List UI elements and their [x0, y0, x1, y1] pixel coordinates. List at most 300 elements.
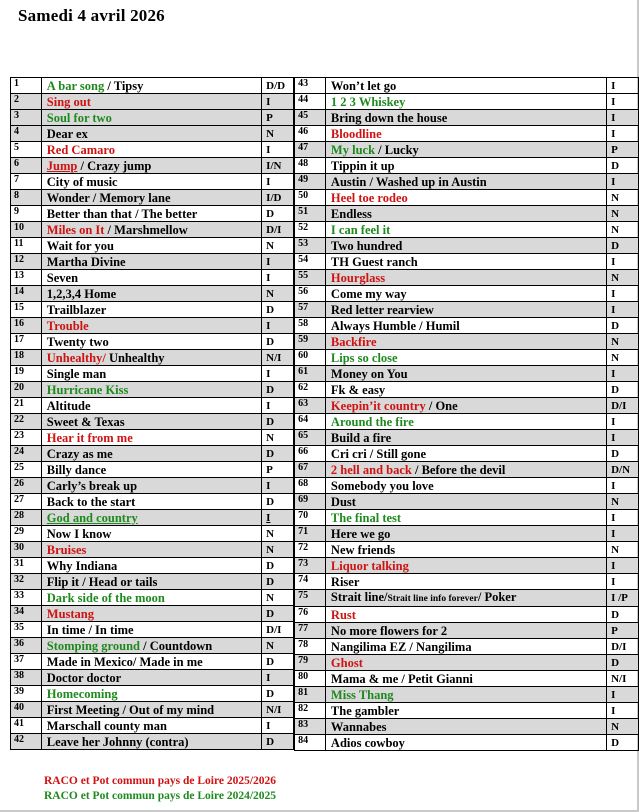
- table-row: [295, 623, 639, 639]
- dance-code-value: P: [611, 624, 618, 637]
- dance-code: [607, 655, 639, 671]
- row-number: 75: [295, 590, 326, 607]
- dance-code: [607, 238, 639, 254]
- song-title-part: A bar song: [46, 78, 105, 93]
- row-number: 16: [11, 318, 42, 334]
- song-title: [325, 78, 606, 94]
- table-row: [295, 655, 639, 671]
- song-title: [41, 286, 261, 302]
- dance-code: [262, 734, 294, 750]
- song-title-part: Bloodline: [330, 126, 382, 141]
- table-row: [295, 510, 639, 526]
- row-number: 35: [11, 622, 42, 638]
- dance-code-value: D: [266, 207, 275, 220]
- dance-code-value: I: [611, 79, 616, 92]
- song-title: [41, 462, 261, 478]
- table-row: [295, 286, 639, 302]
- row-number: 53: [295, 238, 326, 254]
- dance-code: [262, 590, 294, 606]
- song-title-part: Dark side of the moon: [46, 590, 165, 605]
- table-row: [11, 494, 294, 510]
- table-row: [295, 158, 639, 174]
- dance-code: [607, 78, 639, 94]
- song-title-part: First Meeting / Out of my mind: [46, 702, 215, 717]
- song-title: [325, 526, 606, 542]
- dance-code-value: I: [266, 255, 271, 268]
- song-title: [41, 542, 261, 558]
- song-title: [325, 158, 606, 174]
- song-title-part: Backfire: [330, 334, 377, 349]
- dance-code: [607, 350, 639, 366]
- dance-code-value: I: [611, 559, 616, 572]
- row-number: 81: [295, 687, 326, 703]
- table-row: [11, 190, 294, 206]
- song-title: [41, 702, 261, 718]
- song-title: [325, 254, 606, 270]
- table-row: [295, 382, 639, 398]
- row-number: 26: [11, 478, 42, 494]
- dance-code-value: D: [266, 575, 275, 588]
- row-number: 6: [11, 158, 42, 174]
- song-title-part: Fk & easy: [330, 382, 386, 397]
- dance-code: [262, 654, 294, 670]
- table-row: [11, 238, 294, 254]
- song-title-part: Liquor talking: [330, 558, 409, 573]
- song-title: [325, 318, 606, 334]
- row-number: 14: [11, 286, 42, 302]
- dance-code: [262, 702, 294, 718]
- song-title: [325, 655, 606, 671]
- table-row: [295, 590, 639, 607]
- song-title: [41, 686, 261, 702]
- row-number: 71: [295, 526, 326, 542]
- song-title: [41, 590, 261, 606]
- song-title: [41, 94, 261, 110]
- dance-code: [607, 719, 639, 735]
- dance-code-value: I: [266, 143, 271, 156]
- dance-code: [607, 735, 639, 751]
- song-title: [41, 318, 261, 334]
- dance-code-value: N/I: [266, 351, 282, 364]
- song-title-part: Strait line/: [330, 590, 388, 604]
- row-number: 5: [11, 142, 42, 158]
- dance-code: [262, 574, 294, 590]
- dance-code: [262, 174, 294, 190]
- dance-code-value: N/I: [266, 703, 282, 716]
- dance-code-value: I: [266, 719, 271, 732]
- dance-code-value: N: [611, 335, 620, 348]
- row-number: 54: [295, 254, 326, 270]
- song-title-part: Twenty two: [46, 334, 109, 349]
- dance-code: [607, 574, 639, 590]
- legend-line-2024-2025: RACO et Pot commun pays de Loire 2024/2025: [44, 790, 277, 802]
- dance-code-value: N: [266, 239, 275, 252]
- dance-code-value: N: [611, 223, 620, 236]
- row-number: 1: [11, 78, 42, 94]
- song-title-part: Single man: [46, 366, 107, 381]
- row-number: 58: [295, 318, 326, 334]
- table-row: [295, 687, 639, 703]
- song-title: [41, 638, 261, 654]
- table-row: [295, 174, 639, 190]
- song-title: [41, 206, 261, 222]
- table-row: [11, 302, 294, 318]
- dance-code-value: N/I: [611, 672, 627, 685]
- row-number: 78: [295, 639, 326, 655]
- table-row: [11, 462, 294, 478]
- dance-code-value: I/D: [266, 191, 282, 204]
- song-title-part: / Countdown: [140, 638, 213, 653]
- row-number: 7: [11, 174, 42, 190]
- dance-code: [262, 222, 294, 238]
- table-row: [295, 478, 639, 494]
- song-title-part: Around the fire: [330, 414, 414, 429]
- table-row: [11, 286, 294, 302]
- row-number: 2: [11, 94, 42, 110]
- song-title: [325, 478, 606, 494]
- song-table-right: [294, 77, 639, 751]
- table-row: [11, 254, 294, 270]
- song-title: [325, 542, 606, 558]
- song-title-part: Bring down the house: [330, 110, 448, 125]
- song-title-part: Now I know: [46, 526, 112, 541]
- table-row: [295, 238, 639, 254]
- row-number: 12: [11, 254, 42, 270]
- table-row: [11, 510, 294, 526]
- table-row: [295, 94, 639, 110]
- song-title: [41, 254, 261, 270]
- dance-code-value: I: [266, 479, 271, 492]
- song-title: [41, 398, 261, 414]
- song-title-part: Miss Thang: [330, 687, 394, 702]
- dance-code: [262, 526, 294, 542]
- table-row: [295, 334, 639, 350]
- song-title: [325, 382, 606, 398]
- dance-code-value: N: [266, 591, 275, 604]
- dance-code: [607, 526, 639, 542]
- dance-code: [262, 558, 294, 574]
- dance-code-value: D: [266, 383, 275, 396]
- dance-code: [607, 110, 639, 126]
- dance-code-value: I: [611, 688, 616, 701]
- dance-code-value: N: [611, 543, 620, 556]
- dance-code-value: N: [266, 639, 275, 652]
- row-number: 20: [11, 382, 42, 398]
- dance-code: [607, 590, 639, 607]
- dance-code: [607, 703, 639, 719]
- song-title: [325, 607, 606, 623]
- dance-code-value: N: [266, 127, 275, 140]
- row-number: 52: [295, 222, 326, 238]
- dance-code-value: N: [266, 543, 275, 556]
- dance-code-value: N: [266, 431, 275, 444]
- song-title-part: Back to the start: [46, 494, 136, 509]
- song-title-part: Money on You: [330, 366, 408, 381]
- row-number: 33: [11, 590, 42, 606]
- dance-code-value: D: [266, 607, 275, 620]
- song-title-part: Two hundred: [330, 238, 403, 253]
- song-title-part: Rust: [330, 607, 356, 622]
- dance-code-value: I: [611, 175, 616, 188]
- song-title-part: Hourglass: [330, 270, 386, 285]
- dance-code-value: I: [266, 511, 271, 524]
- song-title: [325, 623, 606, 639]
- dance-code: [262, 510, 294, 526]
- song-title-part: Mama & me / Petit Gianni: [330, 671, 473, 686]
- dance-code: [607, 478, 639, 494]
- row-number: 83: [295, 719, 326, 735]
- dance-code: [607, 382, 639, 398]
- song-title: [325, 286, 606, 302]
- song-title-part: Doctor doctor: [46, 670, 122, 685]
- song-title: [325, 94, 606, 110]
- song-title: [325, 703, 606, 719]
- row-number: 80: [295, 671, 326, 687]
- dance-code-value: I: [266, 271, 271, 284]
- table-row: [11, 718, 294, 734]
- row-number: 37: [11, 654, 42, 670]
- table-row: [11, 350, 294, 366]
- row-number: 21: [11, 398, 42, 414]
- dance-code-value: I/N: [266, 159, 282, 172]
- table-row: [295, 414, 639, 430]
- song-title-part: Leave her Johnny (contra): [46, 734, 189, 749]
- dance-code: [262, 670, 294, 686]
- dance-code-value: D: [266, 415, 275, 428]
- song-title: [41, 350, 261, 366]
- song-title-part: Red letter rearview: [330, 302, 434, 317]
- dance-code-value: P: [266, 463, 273, 476]
- dance-code-value: I: [611, 511, 616, 524]
- song-title-part: / Before the devil: [411, 462, 506, 477]
- dance-code: [262, 478, 294, 494]
- dance-code: [607, 302, 639, 318]
- row-number: 56: [295, 286, 326, 302]
- song-title: [41, 446, 261, 462]
- dance-code-value: I: [266, 319, 271, 332]
- row-number: 30: [11, 542, 42, 558]
- song-title-part: Nangilima EZ / Nangilima: [330, 639, 472, 654]
- dance-code: [607, 318, 639, 334]
- table-row: [11, 574, 294, 590]
- song-title: [41, 142, 261, 158]
- dance-code: [607, 270, 639, 286]
- dance-code: [607, 623, 639, 639]
- dance-code-value: D: [266, 447, 275, 460]
- song-title: [41, 414, 261, 430]
- row-number: 24: [11, 446, 42, 462]
- dance-code: [607, 142, 639, 158]
- song-title: [325, 719, 606, 735]
- dance-code-value: I: [611, 255, 616, 268]
- song-title: [325, 174, 606, 190]
- song-title-part: Billy dance: [46, 462, 107, 477]
- table-row: [11, 158, 294, 174]
- table-row: [11, 478, 294, 494]
- page-title: Samedi 4 avril 2026: [18, 6, 165, 25]
- dance-code: [262, 542, 294, 558]
- dance-code: [607, 687, 639, 703]
- row-number: 48: [295, 158, 326, 174]
- song-title-part: Flip it / Head or tails: [46, 574, 158, 589]
- song-title-part: Keepin’it country: [330, 398, 426, 413]
- dance-code-value: P: [266, 111, 273, 124]
- dance-code: [262, 398, 294, 414]
- song-title: [41, 78, 261, 94]
- song-title: [41, 334, 261, 350]
- dance-code: [607, 190, 639, 206]
- row-number: 43: [295, 78, 326, 94]
- table-row: [11, 702, 294, 718]
- row-number: 63: [295, 398, 326, 414]
- song-title: [325, 222, 606, 238]
- dance-code: [262, 446, 294, 462]
- song-title-part: Come my way: [330, 286, 407, 301]
- row-number: 59: [295, 334, 326, 350]
- dance-code: [607, 398, 639, 414]
- song-title: [41, 174, 261, 190]
- song-title-part: Heel toe rodeo: [330, 190, 408, 205]
- row-number: 22: [11, 414, 42, 430]
- row-number: 9: [11, 206, 42, 222]
- song-title: [41, 478, 261, 494]
- row-number: 60: [295, 350, 326, 366]
- row-number: 49: [295, 174, 326, 190]
- table-row: [11, 94, 294, 110]
- row-number: 72: [295, 542, 326, 558]
- dance-code-value: I: [611, 479, 616, 492]
- dance-code: [262, 686, 294, 702]
- row-number: 8: [11, 190, 42, 206]
- table-row: [295, 254, 639, 270]
- dance-code-value: D/N: [611, 463, 631, 476]
- row-number: 11: [11, 238, 42, 254]
- song-title-part: Better than that / The better: [46, 206, 198, 221]
- dance-code-value: I: [611, 415, 616, 428]
- row-number: 47: [295, 142, 326, 158]
- dance-code-value: D: [266, 303, 275, 316]
- row-number: 29: [11, 526, 42, 542]
- table-row: [295, 78, 639, 94]
- dance-code-value: N: [611, 207, 620, 220]
- legend: [44, 774, 276, 804]
- dance-code-value: D: [266, 735, 275, 748]
- song-title: [325, 430, 606, 446]
- table-row: [11, 446, 294, 462]
- song-title: [325, 110, 606, 126]
- table-row: [295, 126, 639, 142]
- table-row: [11, 382, 294, 398]
- dance-code-value: I: [611, 704, 616, 717]
- row-number: 27: [11, 494, 42, 510]
- dance-code: [607, 558, 639, 574]
- song-title: [41, 366, 261, 382]
- song-table-right-body: [295, 78, 639, 751]
- dance-code-value: I /P: [611, 592, 628, 604]
- row-number: 69: [295, 494, 326, 510]
- song-title: [41, 526, 261, 542]
- song-title-part: Sing out: [46, 94, 91, 109]
- table-row: [11, 542, 294, 558]
- song-title-part: I can feel it: [330, 222, 391, 237]
- table-row: [295, 574, 639, 590]
- song-title: [41, 238, 261, 254]
- song-title-part: Miles on It: [46, 222, 105, 237]
- row-number: 50: [295, 190, 326, 206]
- row-number: 38: [11, 670, 42, 686]
- table-row: [11, 734, 294, 750]
- song-title-part: Crazy as me: [46, 446, 113, 461]
- row-number: 40: [11, 702, 42, 718]
- table-row: [11, 622, 294, 638]
- song-title-part: Martha Divine: [46, 254, 126, 269]
- row-number: 41: [11, 718, 42, 734]
- song-title-part: Ghost: [330, 655, 363, 670]
- table-row: [11, 526, 294, 542]
- song-title-part: The final test: [330, 510, 402, 525]
- dance-code: [607, 222, 639, 238]
- dance-code-value: I: [611, 95, 616, 108]
- dance-code-value: N: [611, 191, 620, 204]
- song-title-part: New friends: [330, 542, 396, 557]
- song-title-part: The gambler: [330, 703, 400, 718]
- table-row: [295, 270, 639, 286]
- dance-code-value: N: [266, 527, 275, 540]
- dance-code: [262, 78, 294, 94]
- table-row: [11, 110, 294, 126]
- table-row: [11, 270, 294, 286]
- song-schedule: [10, 77, 639, 751]
- song-title-part: Mustang: [46, 606, 95, 621]
- row-number: 82: [295, 703, 326, 719]
- row-number: 25: [11, 462, 42, 478]
- row-number: 18: [11, 350, 42, 366]
- table-row: [11, 414, 294, 430]
- dance-code: [262, 206, 294, 222]
- song-title: [41, 574, 261, 590]
- table-row: [11, 222, 294, 238]
- song-title: [325, 446, 606, 462]
- song-table-left-body: [11, 78, 294, 750]
- song-title: [325, 142, 606, 158]
- dance-code-value: N: [611, 271, 620, 284]
- song-title-part: Soul for two: [46, 110, 112, 125]
- dance-code: [607, 254, 639, 270]
- song-title: [41, 734, 261, 750]
- table-row: [11, 78, 294, 94]
- dance-code: [262, 622, 294, 638]
- dance-code-value: I: [266, 671, 271, 684]
- song-title: [325, 238, 606, 254]
- row-number: 36: [11, 638, 42, 654]
- song-title-part: Homecoming: [46, 686, 118, 701]
- dance-code: [262, 238, 294, 254]
- dance-code-value: I: [611, 287, 616, 300]
- song-title-part: City of music: [46, 174, 118, 189]
- song-title: [325, 558, 606, 574]
- dance-code: [262, 414, 294, 430]
- table-row: [295, 398, 639, 414]
- song-title: [325, 414, 606, 430]
- song-title-part: Trailblazer: [46, 302, 107, 317]
- row-number: 28: [11, 510, 42, 526]
- song-title-part: My luck: [330, 142, 376, 157]
- song-title: [325, 302, 606, 318]
- table-row: [295, 430, 639, 446]
- dance-code-value: I: [266, 399, 271, 412]
- table-row: [11, 206, 294, 222]
- song-title: [41, 606, 261, 622]
